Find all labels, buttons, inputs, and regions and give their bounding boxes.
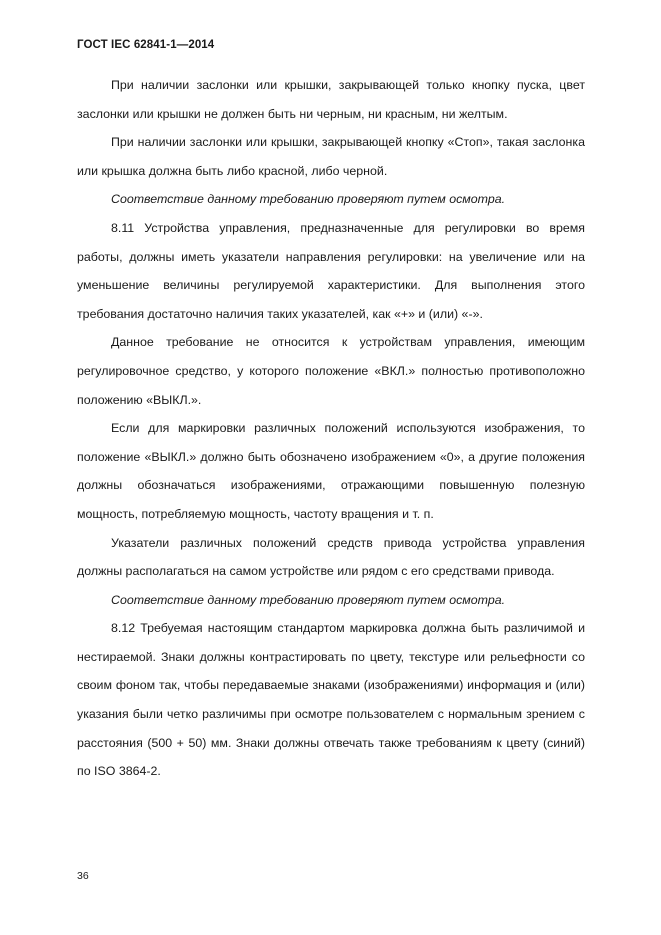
paragraph-clause-8-12: 8.12 Требуемая настоящим стандартом маркировка должна быть различимой и нестираемой. Знаки должны контрастировать по цвету, текстуре или рельефности со своим фоном так, чтобы передаваемые знаками (изображениями) информация и (или) указания были четко различимы при осмотре пользователем с нормальным зрением с расстояния (500 + 50) мм. Знаки должны отвечать также требованиям к цвету (синий) по ISO 3864-2. <box>77 621 585 779</box>
paragraph-exception-on-off: Данное требование не относится к устройствам управления, имеющим регулировочное средство, у которого положение «ВКЛ.» полностью противоположно положению «ВЫКЛ.». <box>77 335 585 407</box>
paragraph-shutter-stop-button: При наличии заслонки или крышки, закрывающей кнопку «Стоп», такая заслонка или крышка должна быть либо красной, либо черной. <box>77 135 585 178</box>
paragraph-shutter-start-button: При наличии заслонки или крышки, закрывающей только кнопку пуска, цвет заслонки или крышки не должен быть ни черным, ни красным, ни желтым. <box>77 78 585 121</box>
document-header: ГОСТ IEC 62841-1—2014 <box>77 39 215 51</box>
paragraph-compliance-check-2: Соответствие данному требованию проверяют путем осмотра. <box>111 592 506 607</box>
paragraph-position-indicators: Указатели различных положений средств привода устройства управления должны располагаться на самом устройстве или рядом с его средствами привода. <box>77 535 585 579</box>
page-body <box>77 71 585 786</box>
paragraph-compliance-check-1: Соответствие данному требованию проверяют путем осмотра. <box>111 192 506 207</box>
paragraph-position-symbols: Если для маркировки различных положений используются изображения, то положение «ВЫКЛ.» должно быть обозначено изображением «0», а другие положения должны обозначаться изображениями, отражающими повышенную полезную мощность, потребляемую мощность, частоту вращения и т. п. <box>77 421 585 521</box>
paragraph-clause-8-11: 8.11 Устройства управления, предназначенные для регулировки во время работы, должны иметь указатели направления регулировки: на увеличение или на уменьшение величины регулируемой характеристики. Для выполнения этого требования достаточно наличия таких указателей, как «+» и (или) «-». <box>77 220 585 321</box>
page-number: 36 <box>77 870 89 882</box>
